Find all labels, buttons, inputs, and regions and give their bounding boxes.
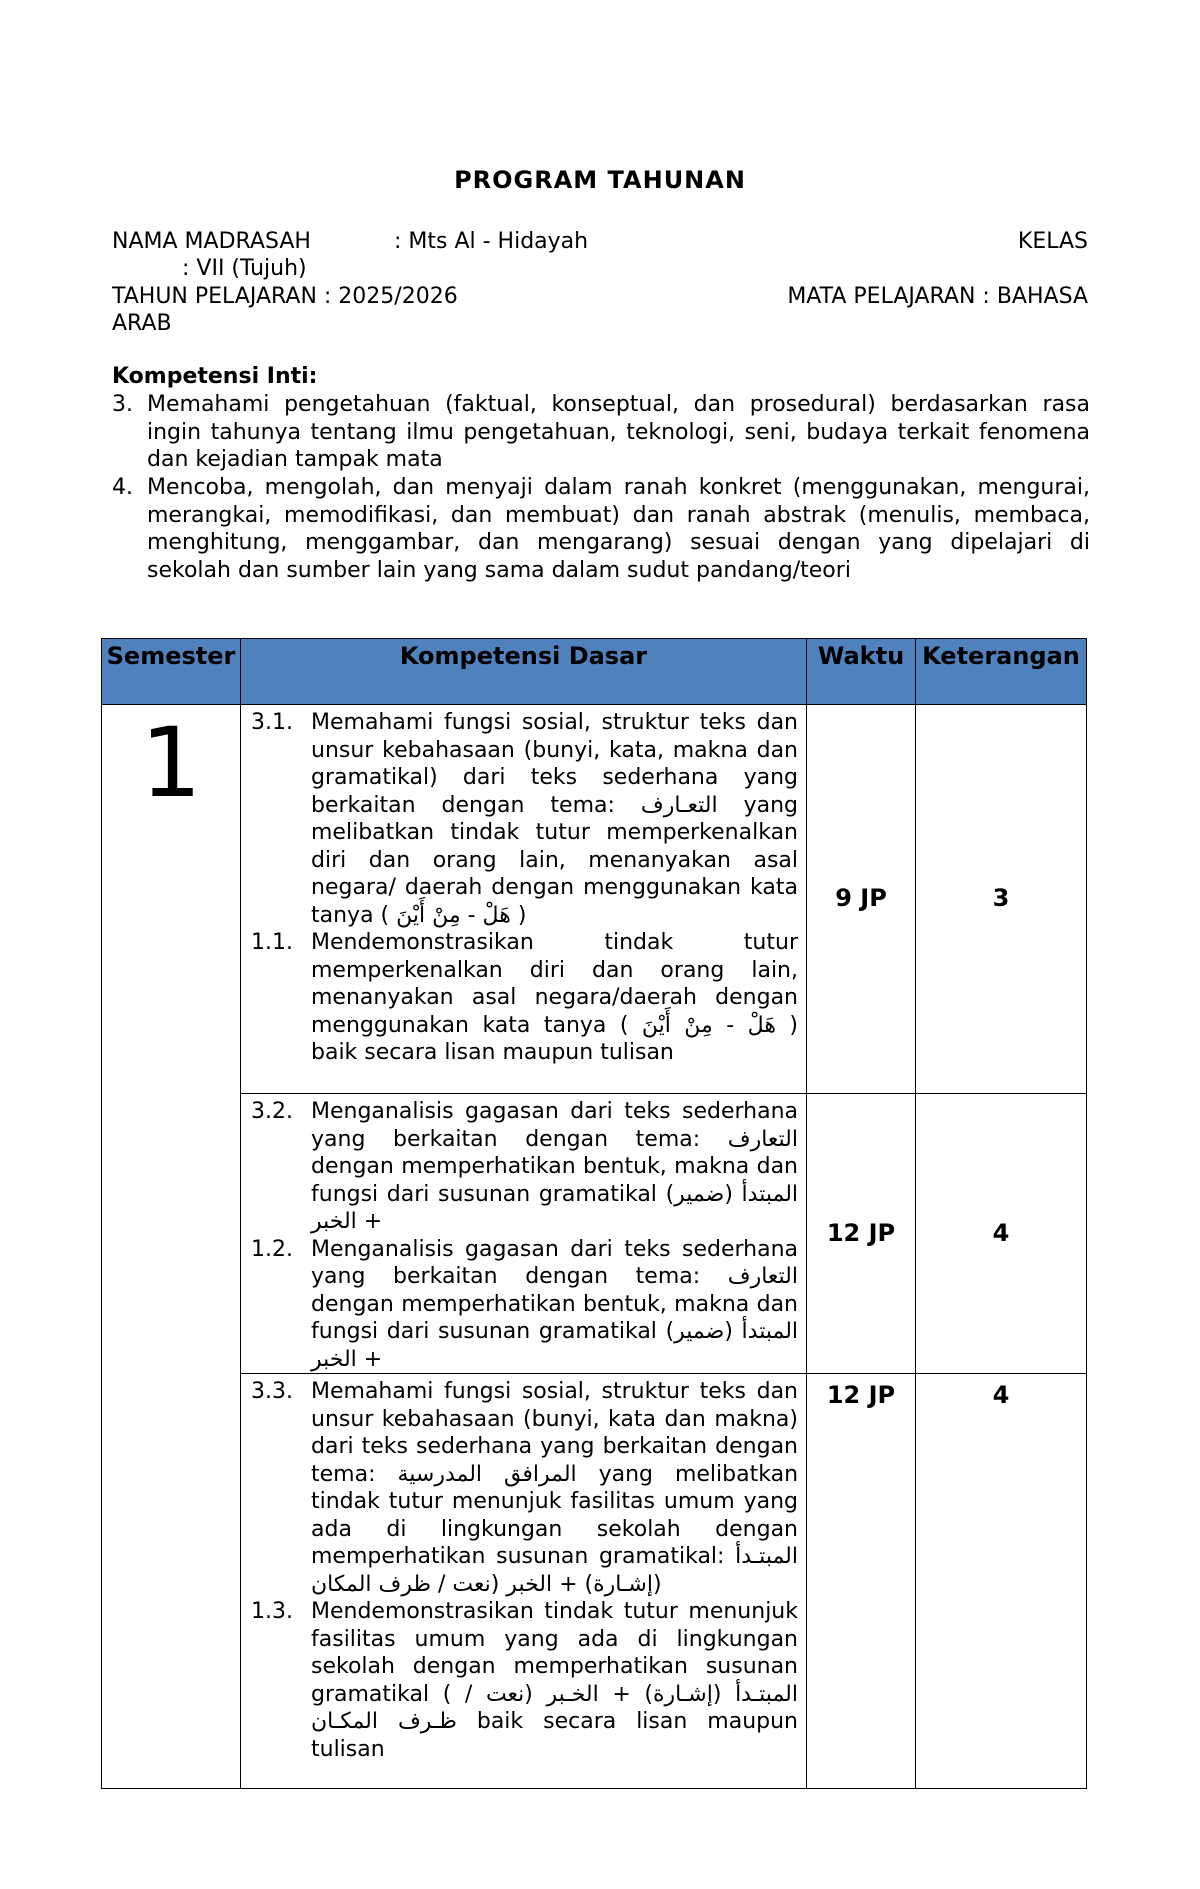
semester-number: 1 [140,707,202,819]
table-header-row [102,639,1087,705]
kd-number: 1.1. [251,930,293,955]
mata-pelajaran-value: ARAB [112,311,172,336]
waktu-cell: 12 JP [807,1094,916,1374]
ki-item-text: Mencoba, mengolah, dan menyaji dalam ranah konkret (menggunakan, mengurai, merangkai, memodifikasi, dan membuat) dan ranah abstrak (menulis, membaca, menghitung, menggambar, dan mengarang) sesuai dengan yang dipelajari di sekolah dan sumber lain yang sama dalam sudut pandang/teori [147,475,1090,583]
kd-text: Memahami fungsi sosial, struktur teks dan unsur kebahasaan (bunyi, kata dan makna) dari teks sederhana yang berkaitan dengan tema: المرافق المدرسية yang melibatkan tindak tutur menunjuk fasilitas umum yang ada di lingkungan sekolah dengan memperhatikan susunan gramatikal: المبتـدأ (إشـارة) + الخبر (نعت / ظرف المكان [311,1379,799,1597]
kd-cell [241,705,807,1094]
kompetensi-dasar-table [101,638,1087,1789]
kelas-label: KELAS [1017,229,1088,254]
kd-number: 1.3. [251,1599,293,1624]
kd-number: 3.3. [251,1379,293,1404]
header-semester: Semester [102,639,241,705]
header-waktu: Waktu [807,639,916,705]
kd-cell [241,1094,807,1374]
semester-cell [102,705,241,1789]
table-row [102,1094,1087,1374]
ki-item-text: Memahami pengetahuan (faktual, konseptual, dan prosedural) berdasarkan rasa ingin tahunya tentang ilmu pengetahuan, teknologi, seni, budaya terkait fenomena dan kejadian tampak mata [147,392,1090,472]
table-row [102,1374,1087,1789]
kd-text: Menganalisis gagasan dari teks sederhana yang berkaitan dengan tema: التعارف dengan memperhatikan bentuk, makna dan fungsi dari susunan gramatikal المبتدأ (ضمير) + الخبر [311,1099,799,1234]
header-kompetensi-dasar: Kompetensi Dasar [241,639,807,705]
ki-item-number: 4. [112,475,133,500]
kd-text: Menganalisis gagasan dari teks sederhana yang berkaitan dengan tema: التعارف dengan memperhatikan bentuk, makna dan fungsi dari susunan gramatikal المبتدأ (ضمير) + الخبر [311,1236,799,1372]
kd-text: Mendemonstrasikan tindak tutur menunjuk fasilitas umum yang ada di lingkungan sekolah dengan memperhatikan susunan gramatikal ( المبتـدأ (إشـارة) + الخـبر (نعت / ظـرف المكـان baik secara lisan maupun tulisan [311,1599,798,1762]
kd-text: Mendemonstrasikan tindak tutur memperkenalkan diri dan orang lain, menanyakan asal negara/daerah dengan menggunakan kata tanya ( هَلْ - مِنْ أَيْنَ ) baik secara lisan maupun tulisan [311,930,798,1065]
table-row [102,705,1087,1094]
mata-pelajaran-label: MATA PELAJARAN : BAHASA [787,284,1088,309]
waktu-cell: 9 JP [807,705,916,1094]
kd-item [251,929,798,1067]
keterangan-cell: 4 [916,1094,1087,1374]
header-keterangan: Keterangan [916,639,1087,705]
kd-text: Memahami fungsi sosial, struktur teks dan unsur kebahasaan (bunyi, kata, makna dan gramatikal) dari teks sederhana yang berkaitan dengan tema: التعـارف yang melibatkan tindak tutur memperkenalkan diri dan orang lain, menanyakan asal negara/ daerah dengan menggunakan kata tanya ( هَلْ - مِنْ أَيْنَ ) [311,710,799,928]
page-title: PROGRAM TAHUNAN [454,166,746,194]
keterangan-cell: 4 [916,1374,1087,1789]
kd-cell [241,1374,807,1789]
kd-item [251,1098,798,1236]
tahun-pelajaran: TAHUN PELAJARAN : 2025/2026 [112,284,458,309]
ki-item-number: 3. [112,392,133,417]
nama-madrasah-label: NAMA MADRASAH [112,229,311,254]
kd-item [251,1236,798,1374]
kd-item [251,709,798,929]
kompetensi-inti-heading: Kompetensi Inti: [112,364,318,389]
nama-madrasah-value: : Mts Al - Hidayah [394,229,589,254]
kd-item [251,1378,798,1598]
kd-number: 1.2. [251,1236,293,1262]
kelas-value: : VII (Tujuh) [182,256,307,281]
kd-number: 3.1. [251,710,293,735]
keterangan-cell: 3 [916,705,1087,1094]
kd-item [251,1598,798,1763]
waktu-cell: 12 JP [807,1374,916,1789]
kd-number: 3.2. [251,1099,293,1124]
